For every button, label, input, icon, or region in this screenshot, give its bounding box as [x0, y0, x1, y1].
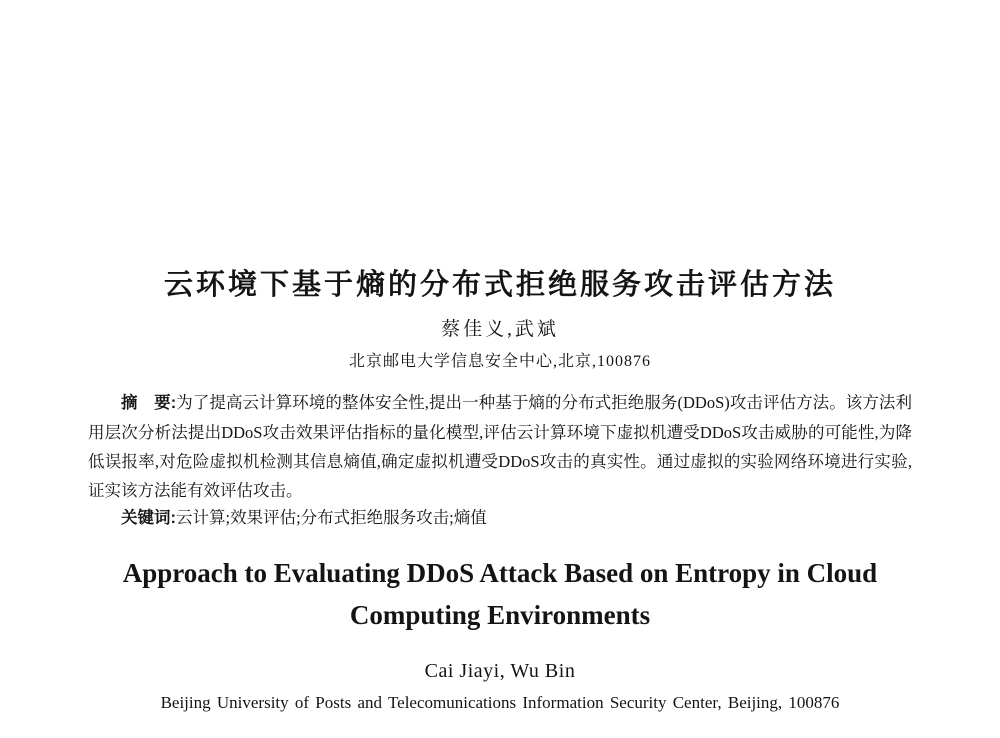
chinese-title: 云环境下基于熵的分布式拒绝服务攻击评估方法 — [163, 269, 836, 302]
keywords-paragraph — [88, 503, 912, 533]
abstract-paragraph — [88, 388, 912, 505]
english-authors: Cai Jiayi, Wu Bin — [424, 660, 576, 682]
abstract-label: 摘 要: — [121, 394, 177, 412]
abstract-text: 为了提高云计算环境的整体安全性,提出一种基于熵的分布式拒绝服务(DDoS)攻击评估方法。该方法利用层次分析法提出DDoS攻击效果评估指标的量化模型,评估云计算环境下虚拟机遭受DDoS攻击威胁的可能性,为降低误报率,对危险虚拟机检测其信息熵值,确定虚拟机遭受DDoS攻击的真实性。通过虚拟的实验网络环境进行实验,证实该方法能有效评估攻击。 — [88, 393, 912, 500]
english-title: Approach to Evaluating DDoS Attack Based on Entropy in Cloud Computing Environments — [122, 558, 878, 630]
keywords-label: 关键词: — [121, 509, 176, 527]
keywords-text: 云计算;效果评估;分布式拒绝服务攻击;熵值 — [176, 508, 487, 527]
chinese-authors: 蔡佳义,武斌 — [441, 319, 559, 340]
chinese-affiliation: 北京邮电大学信息安全中心,北京,100876 — [348, 353, 651, 370]
english-affiliation: Beijing University of Posts and Telecomunications Information Security Center, Beijing, 100876 — [160, 693, 840, 712]
